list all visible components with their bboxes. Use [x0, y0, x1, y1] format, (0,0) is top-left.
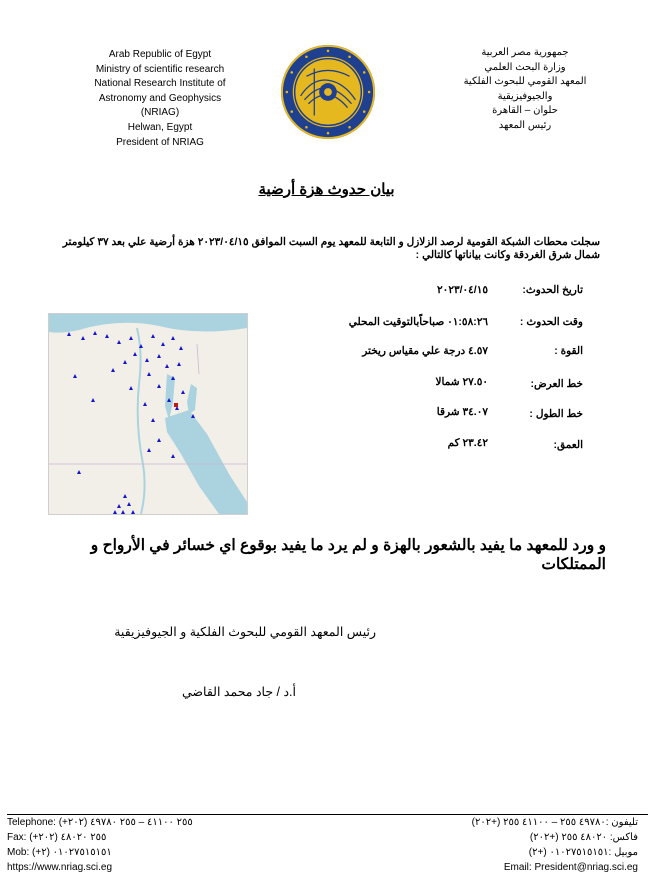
header-line: Astronomy and Geophysics — [98, 92, 222, 104]
header-line: (NRIAG) — [140, 107, 180, 119]
field-label-latitude: خط العرض: — [530, 378, 583, 390]
header-arabic — [420, 46, 630, 134]
header-line: Arab Republic of Egypt — [108, 49, 212, 60]
field-label-time: وقت الحدوث : — [519, 316, 583, 328]
nriag-seal-logo — [279, 43, 377, 141]
field-label-date: تاريخ الحدوث: — [522, 284, 583, 296]
field-value-time: ٠١:٥٨:٢٦ صباحاًبالتوقيت المحلي — [348, 316, 488, 328]
signature-title: رئيس المعهد القومي للبحوث الفلكية و الجيوفيزيقية — [114, 625, 376, 639]
header-line: National Research Institute of — [94, 78, 226, 90]
footer-email-link[interactable]: Email: President@nriag.sci.eg — [503, 862, 638, 873]
header-line: المعهد القومي للبحوث الفلكية — [463, 76, 587, 88]
field-label-longitude: خط الطول : — [529, 408, 583, 420]
footer-mobile-ar: موبيل :٠١٠٢٧٥١٥١٥١ (+٢) — [528, 847, 638, 858]
field-value-latitude: ٢٧.٥٠ شمالا — [435, 376, 488, 388]
field-value-magnitude: ٤.٥٧ درجة علي مقياس ريختر — [362, 345, 488, 357]
field-label-depth: العمق: — [553, 439, 583, 451]
signature-name: أ.د / جاد محمد القاضي — [182, 685, 296, 699]
header-line: وزارة البحث العلمي — [484, 61, 566, 73]
footer-contact-arabic — [472, 815, 638, 875]
header-line: Ministry of scientific research — [95, 63, 225, 75]
field-value-longitude: ٣٤.٠٧ شرقا — [436, 406, 488, 418]
field-label-magnitude: القوة : — [554, 345, 583, 357]
intro-paragraph: سجلت محطات الشبكة القومية لرصد الزلازل و التابعة للمعهد يوم السبت الموافق ٢٠٢٣/٠٤/١٥ هزة أرضية علي بعد ٣٧ كيلومتر شمال شرق الغردقة وكانت بياناتها كالتالي : — [62, 236, 600, 261]
header-line: رئيس المعهد — [498, 119, 552, 131]
epicenter-map — [48, 313, 248, 515]
header-line: حلوان – القاهرة — [492, 105, 558, 117]
footer-mobile: Mob: (+٢) ٠١٠٢٧٥١٥١٥١ — [7, 847, 112, 858]
footer-telephone-ar: تليفون :٤٩٧٨٠ ٢٥٥ – ٤١١٠٠ ٢٥٥ (+٢٠٢) — [471, 817, 638, 828]
footer-fax: Fax: (+٢٠٢) ٢٥٥ ٤٨٠٢٠ — [7, 832, 107, 843]
page-title: بيان حدوث هزة أرضية — [258, 181, 395, 198]
header-line: والجيوفيزيقية — [497, 90, 553, 102]
header-line: President of NRIAG — [116, 136, 204, 148]
footer-contact-english — [7, 815, 193, 875]
field-value-depth: ٢٣.٤٢ كم — [447, 437, 488, 449]
felt-report-note: و ورد للمعهد ما يفيد بالشعور بالهزة و لم يرد ما يفيد بوقوع اي خسائر في الأرواح و الممتلكات — [90, 537, 606, 573]
header-english — [60, 48, 260, 150]
footer-fax-ar: فاكس: ٤٨٠٢٠ ٢٥٥ (+٢٠٢) — [529, 832, 638, 843]
footer-telephone: Telephone: (+٢٠٢) ٢٥٥ ٤١١٠٠ – ٢٥٥ ٤٩٧٨٠ — [7, 817, 193, 828]
epicenter-marker — [174, 403, 178, 407]
header-line: جمهورية مصر العربية — [481, 47, 569, 58]
header-line: Helwan, Egypt — [127, 121, 193, 133]
field-value-date: ٢٠٢٣/٠٤/١٥ — [437, 284, 488, 296]
footer-website-link[interactable]: https://www.nriag.sci.eg — [7, 862, 113, 873]
